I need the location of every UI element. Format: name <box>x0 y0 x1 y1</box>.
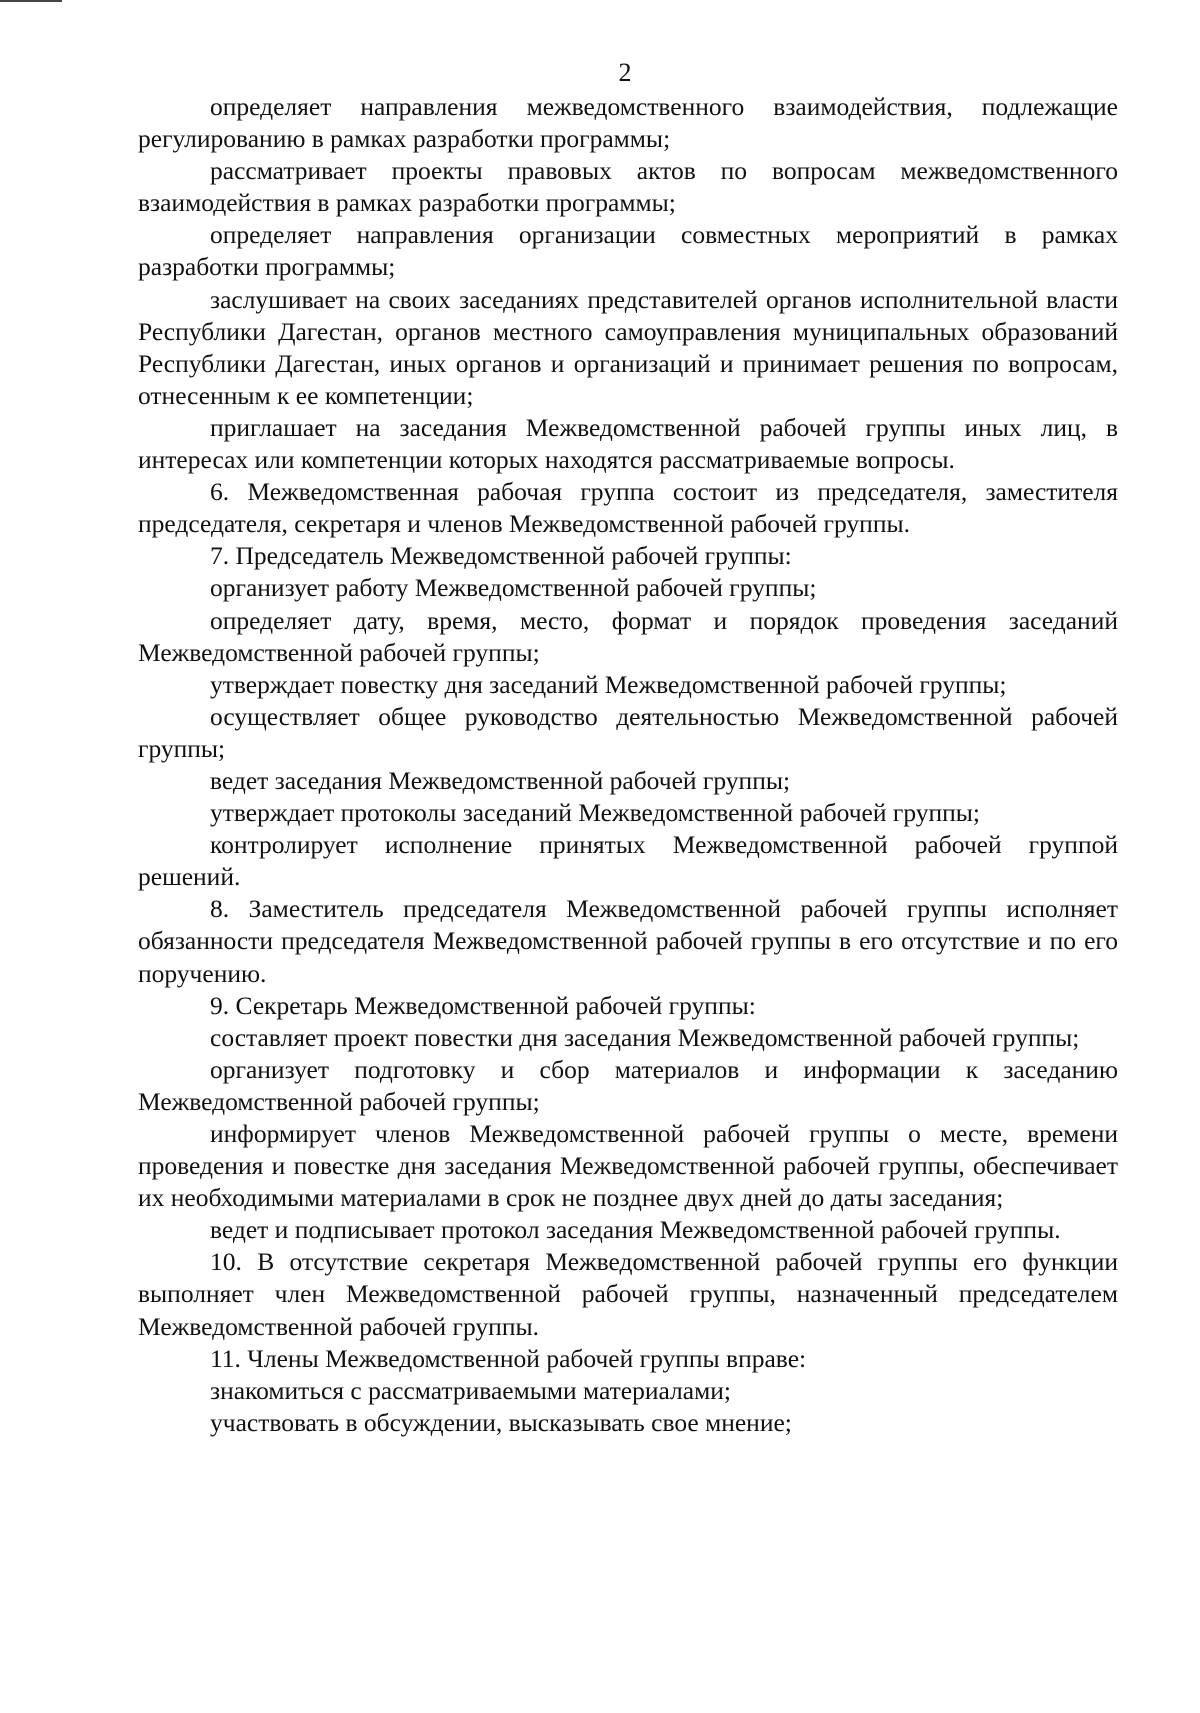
paragraph-1: определяет направления межведомственного взаимодействия, подлежащие регулированию в рамках разработки программы; <box>138 92 1118 154</box>
paragraph-5: приглашает на заседания Межведомственной рабочей группы иных лиц, в интересах или компетенции которых находятся рассматриваемые вопросы. <box>138 412 1118 475</box>
paragraph-23: знакомиться с рассматриваемыми материалами; <box>210 1375 731 1405</box>
paragraph-13: утверждает протоколы заседаний Межведомственной рабочей группы; <box>210 798 981 828</box>
document-body <box>138 91 1118 1439</box>
scan-edge-mark <box>0 0 62 2</box>
paragraph-4: заслушивает на своих заседаниях представителей органов исполнительной власти Республики Дагестан, органов местного самоуправления муниципальных образований Республики Дагестан, иных органов и организаций и принимает решения по вопросам, отнесенным к ее компетенции; <box>138 284 1118 410</box>
paragraph-22: 11. Члены Межведомственной рабочей группы вправе: <box>210 1343 807 1373</box>
paragraph-7: 7. Председатель Межведомственной рабочей группы: <box>210 541 792 571</box>
paragraph-21: 10. В отсутствие секретаря Межведомственной рабочей группы его функции выполняет член Межведомственной рабочей группы, назначенный председателем Межведомственной рабочей группы. <box>138 1247 1118 1341</box>
paragraph-9: определяет дату, время, место, формат и порядок проведения заседаний Межведомственной рабочей группы; <box>138 605 1118 667</box>
paragraph-19: информирует членов Межведомственной рабочей группы о месте, времени проведения и повестке дня заседания Межведомственной рабочей группы, обеспечивает их необходимыми материалами в срок не позднее двух дней до даты заседания; <box>138 1119 1118 1213</box>
page-number: 2 <box>618 58 632 87</box>
paragraph-10: утверждает повестку дня заседаний Межведомственной рабочей группы; <box>210 669 1007 699</box>
paragraph-12: ведет заседания Межведомственной рабочей группы; <box>210 765 791 795</box>
paragraph-20: ведет и подписывает протокол заседания Межведомственной рабочей группы. <box>210 1215 1061 1245</box>
paragraph-11: осуществляет общее руководство деятельностью Межведомственной рабочей группы; <box>138 701 1118 763</box>
paragraph-15: 8. Заместитель председателя Межведомственной рабочей группы исполняет обязанности председателя Межведомственной рабочей группы в его отсутствие и по его поручению. <box>138 894 1118 988</box>
paragraph-3: определяет направления организации совместных мероприятий в рамках разработки программы; <box>138 220 1118 282</box>
paragraph-6: 6. Межведомственная рабочая группа состоит из председателя, заместителя председателя, секретаря и членов Межведомственной рабочей группы. <box>138 477 1118 539</box>
paragraph-24: участвовать в обсуждении, высказывать свое мнение; <box>210 1407 792 1437</box>
paragraph-2: рассматривает проекты правовых актов по вопросам межведомственного взаимодействия в рамках разработки программы; <box>138 156 1118 218</box>
paragraph-16: 9. Секретарь Межведомственной рабочей группы: <box>210 990 756 1020</box>
paragraph-18: организует подготовку и сбор материалов и информации к заседанию Межведомственной рабочей группы; <box>138 1054 1118 1116</box>
paragraph-14: контролирует исполнение принятых Межведомственной рабочей группой решений. <box>138 830 1118 892</box>
paragraph-8: организует работу Межведомственной рабочей группы; <box>210 573 817 603</box>
paragraph-17: составляет проект повестки дня заседания Межведомственной рабочей группы; <box>210 1022 1080 1052</box>
